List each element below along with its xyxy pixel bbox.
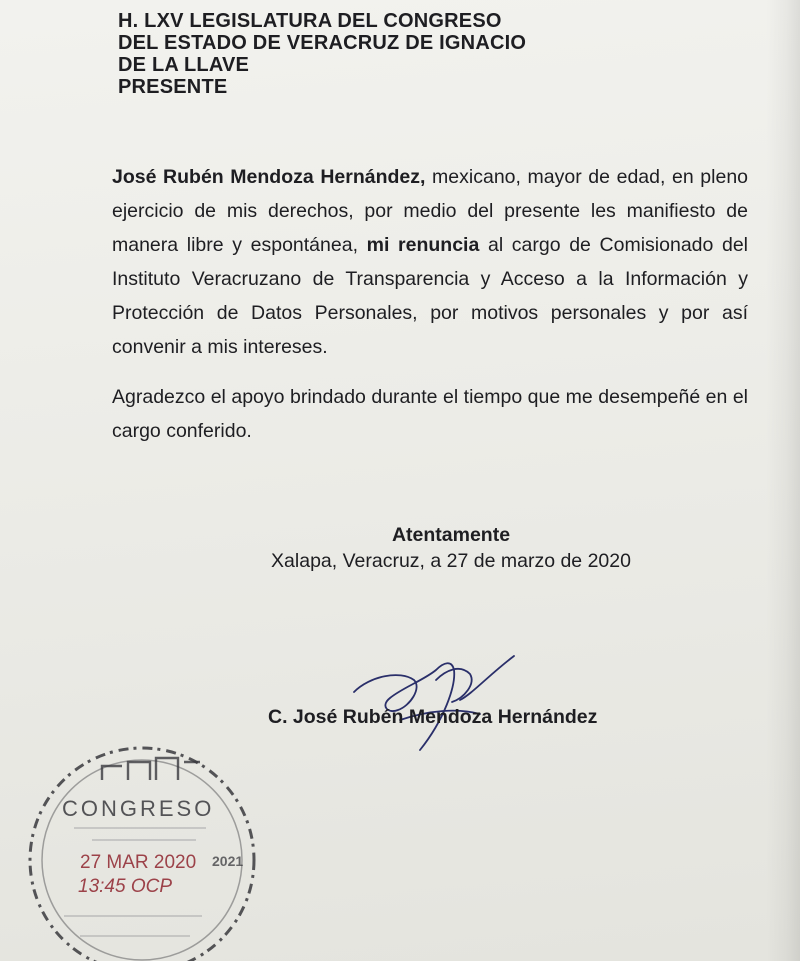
addressee-line: H. LXV LEGISLATURA DEL CONGRESO bbox=[118, 10, 502, 32]
closing-block bbox=[246, 522, 656, 574]
place-date: Xalapa, Veracruz, a 27 de marzo de 2020 bbox=[271, 550, 631, 572]
stamp-date: 27 MAR 2020 bbox=[80, 852, 197, 873]
handwritten-signature bbox=[340, 640, 530, 760]
body-text-b: al cargo de Comisionado del Instituto Veracruzano de Transparencia y Acceso a la Información y Protección de Datos Personales, por motivos personales y por así convenir a mis intereses. bbox=[112, 234, 749, 358]
page-edge-shadow bbox=[766, 0, 800, 961]
sender-name: José Rubén Mendoza Hernández, bbox=[112, 166, 426, 188]
addressee-line: DE LA LLAVE bbox=[118, 54, 250, 76]
stamp-emblem bbox=[102, 758, 200, 780]
resignation-phrase: mi renuncia bbox=[366, 234, 480, 256]
addressee-line: DEL ESTADO DE VERACRUZ DE IGNACIO bbox=[118, 32, 527, 54]
addressee-line: PRESENTE bbox=[118, 76, 228, 98]
body-paragraph-1 bbox=[112, 160, 748, 364]
stamp-org: CONGRESO bbox=[62, 796, 215, 821]
signature-strokes bbox=[354, 656, 514, 750]
stamp-year: 2021 bbox=[212, 853, 244, 869]
body-paragraph-2: Agradezco el apoyo brindado durante el tiempo que me desempeñé en el cargo conferido. bbox=[112, 386, 748, 442]
stamp-time: 13:45 OCP bbox=[78, 876, 172, 897]
letter-body bbox=[112, 160, 748, 448]
body-text-a: mexicano, mayor de edad, en pleno ejercicio de mis derechos, por medio del presente les manifiesto de manera libre y espontánea, bbox=[112, 166, 749, 256]
reception-stamp bbox=[10, 744, 272, 961]
signer-name: C. José Rubén Mendoza Hernández bbox=[268, 706, 598, 728]
salutation: Atentamente bbox=[391, 524, 511, 546]
addressee-block bbox=[118, 10, 526, 98]
